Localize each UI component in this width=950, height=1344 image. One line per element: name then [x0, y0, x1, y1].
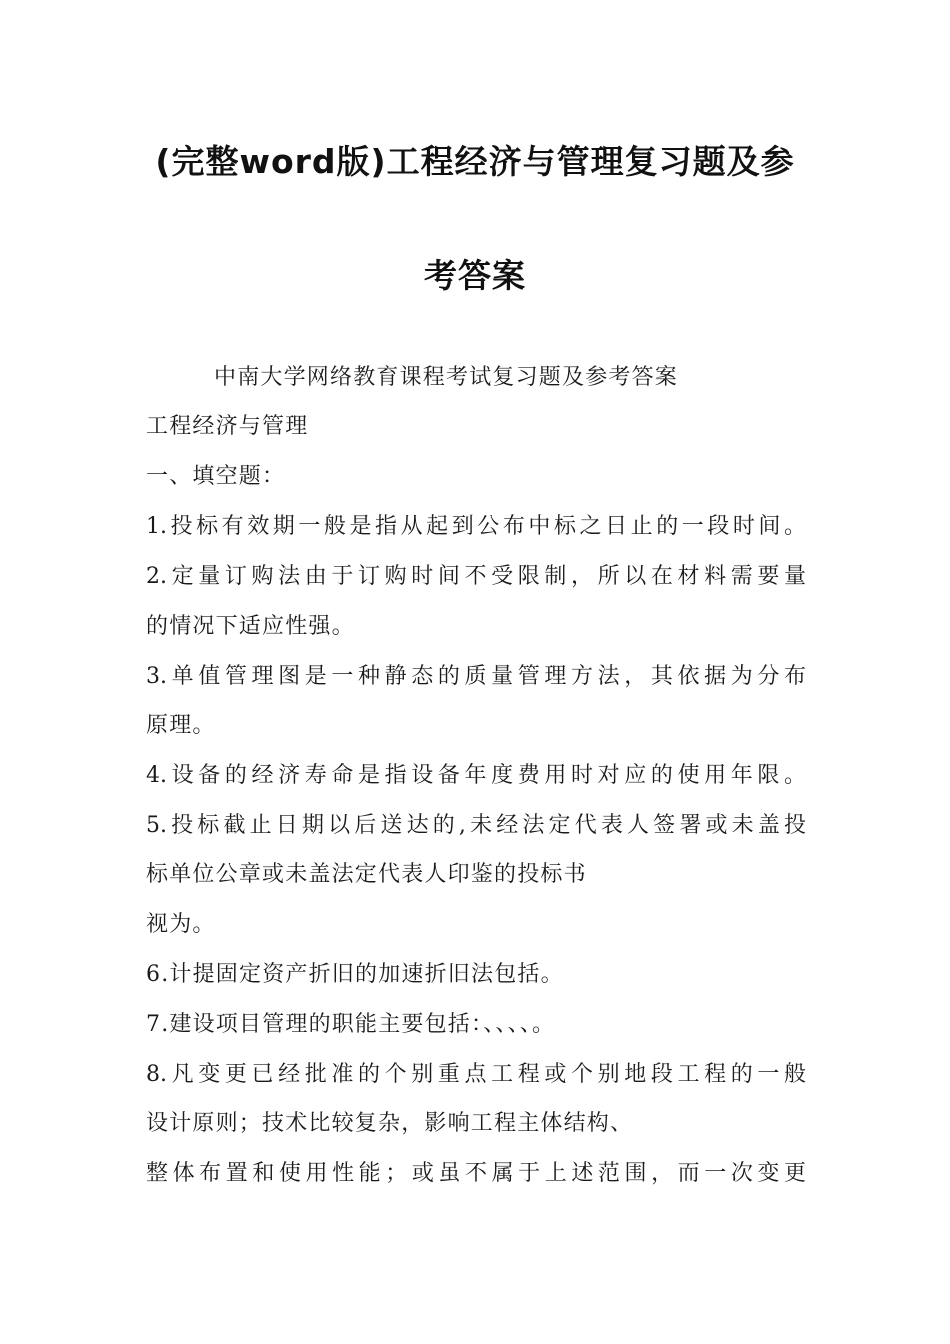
text-line: 原理。	[146, 713, 216, 738]
text-line: 4.设备的经济寿命是指设备年度费用时对应的使用年限。	[146, 763, 806, 788]
text-line: 标单位公章或未盖法定代表人印鉴的投标书	[146, 862, 587, 887]
section-heading: 一、填空题：	[146, 464, 286, 489]
text-line: 整体布置和使用性能；或虽不属于上述范围，而一次变更	[146, 1161, 806, 1186]
text-line: 7.建设项目管理的职能主要包括：、、、、。	[146, 1012, 556, 1037]
document-subtitle: 中南大学网络教育课程考试复习题及参考答案	[214, 365, 679, 390]
text-line: 5.投标截止日期以后送达的,未经法定代表人签署或未盖投	[146, 813, 806, 838]
document-title-line-1: (完整word版)工程经济与管理复习题及参	[155, 142, 795, 181]
text-line: 3.单值管理图是一种静态的质量管理方法，其依据为分布	[146, 664, 806, 689]
text-line: 的情况下适应性强。	[146, 614, 355, 639]
text-line: 6.计提固定资产折旧的加速折旧法包括。	[146, 962, 564, 987]
text-line: 8.凡变更已经批准的个别重点工程或个别地段工程的一般	[146, 1062, 806, 1087]
text-line: 视为。	[146, 912, 216, 937]
text-line: 1.投标有效期一般是指从起到公布中标之日止的一段时间。	[146, 514, 806, 539]
text-line: 设计原则；技术比较复杂，影响工程主体结构、	[146, 1111, 634, 1136]
document-title-line-2: 考答案	[424, 256, 526, 295]
text-line: 2.定量订购法由于订购时间不受限制，所以在材料需要量	[146, 564, 806, 589]
course-name: 工程经济与管理	[146, 414, 309, 439]
